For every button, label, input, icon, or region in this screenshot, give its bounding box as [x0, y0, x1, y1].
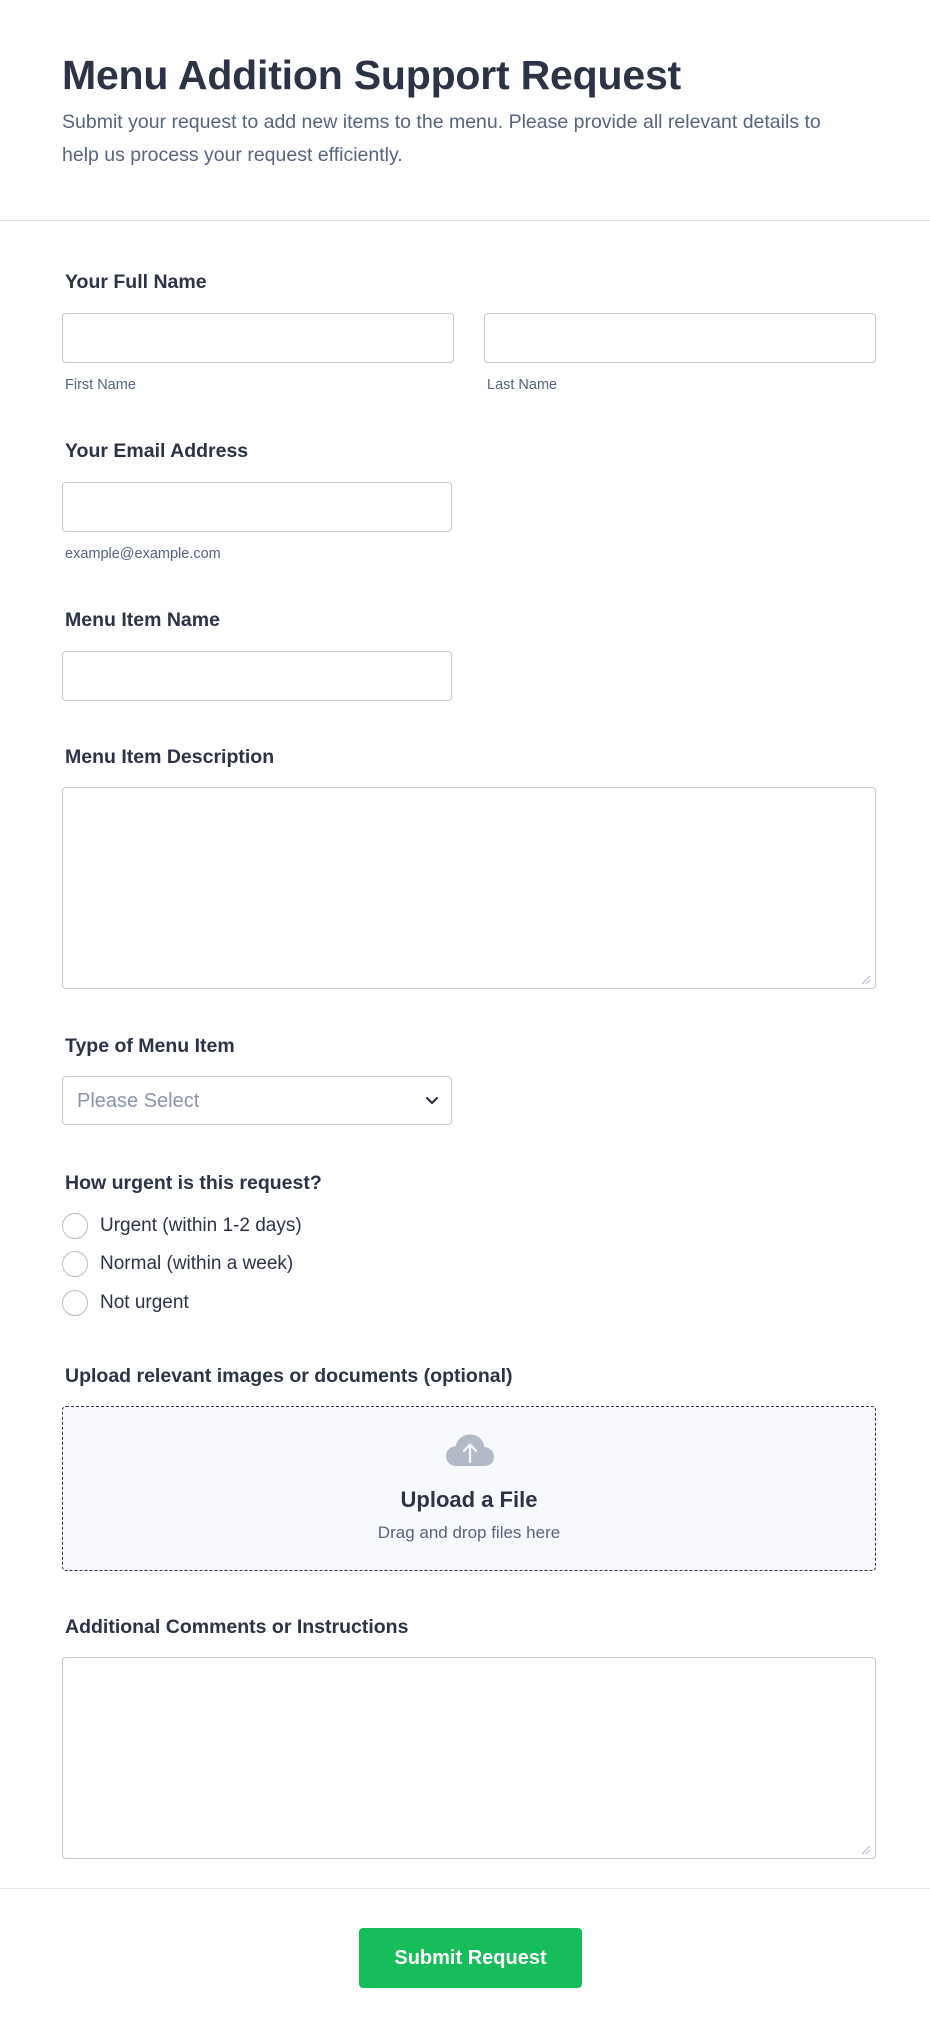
email-sublabel: example@example.com: [65, 546, 221, 562]
first-name-sublabel: First Name: [65, 377, 136, 393]
upload-hint: Drag and drop files here: [377, 1523, 561, 1542]
radio-label: Normal (within a week): [100, 1253, 294, 1274]
urgency-option-urgent[interactable]: [62, 1212, 302, 1240]
chevron-down-icon: [424, 1094, 440, 1108]
radio-button[interactable]: [62, 1251, 88, 1277]
item-description-label: Menu Item Description: [65, 746, 275, 768]
submit-button[interactable]: Submit Request: [359, 1928, 582, 1988]
last-name-sublabel: Last Name: [487, 377, 558, 393]
item-name-label: Menu Item Name: [65, 609, 220, 631]
radio-label: Urgent (within 1-2 days): [100, 1215, 302, 1236]
last-name-input[interactable]: [484, 313, 876, 363]
resize-grip-icon[interactable]: [859, 973, 871, 985]
urgency-option-normal[interactable]: [62, 1250, 293, 1278]
radio-label: Not urgent: [100, 1292, 189, 1313]
form-header: [0, 0, 930, 221]
radio-button[interactable]: [62, 1290, 88, 1316]
first-name-input[interactable]: [62, 313, 454, 363]
full-name-label: Your Full Name: [65, 271, 207, 293]
item-description-textarea[interactable]: [62, 787, 876, 989]
resize-grip-icon[interactable]: [859, 1843, 871, 1855]
form-footer: [0, 1888, 930, 2036]
email-input[interactable]: [62, 482, 452, 532]
upload-title: Upload a File: [400, 1487, 538, 1512]
item-name-input[interactable]: [62, 651, 452, 701]
upload-label: Upload relevant images or documents (optional): [65, 1365, 513, 1387]
urgency-label: How urgent is this request?: [65, 1172, 322, 1194]
page-title: Menu Addition Support Request: [62, 52, 682, 98]
file-upload-dropzone[interactable]: [62, 1406, 876, 1571]
email-label: Your Email Address: [65, 440, 249, 462]
item-type-label: Type of Menu Item: [65, 1035, 235, 1057]
comments-textarea[interactable]: [62, 1657, 876, 1859]
radio-button[interactable]: [62, 1213, 88, 1239]
urgency-option-not-urgent[interactable]: [62, 1289, 189, 1317]
cloud-upload-icon: [445, 1433, 495, 1467]
comments-label: Additional Comments or Instructions: [65, 1616, 409, 1638]
item-type-selected-value: Please Select: [77, 1090, 200, 1112]
item-type-select[interactable]: [62, 1076, 452, 1125]
page-description: Submit your request to add new items to the menu. Please provide all relevant details to help us process your request efficiently.: [62, 111, 821, 166]
